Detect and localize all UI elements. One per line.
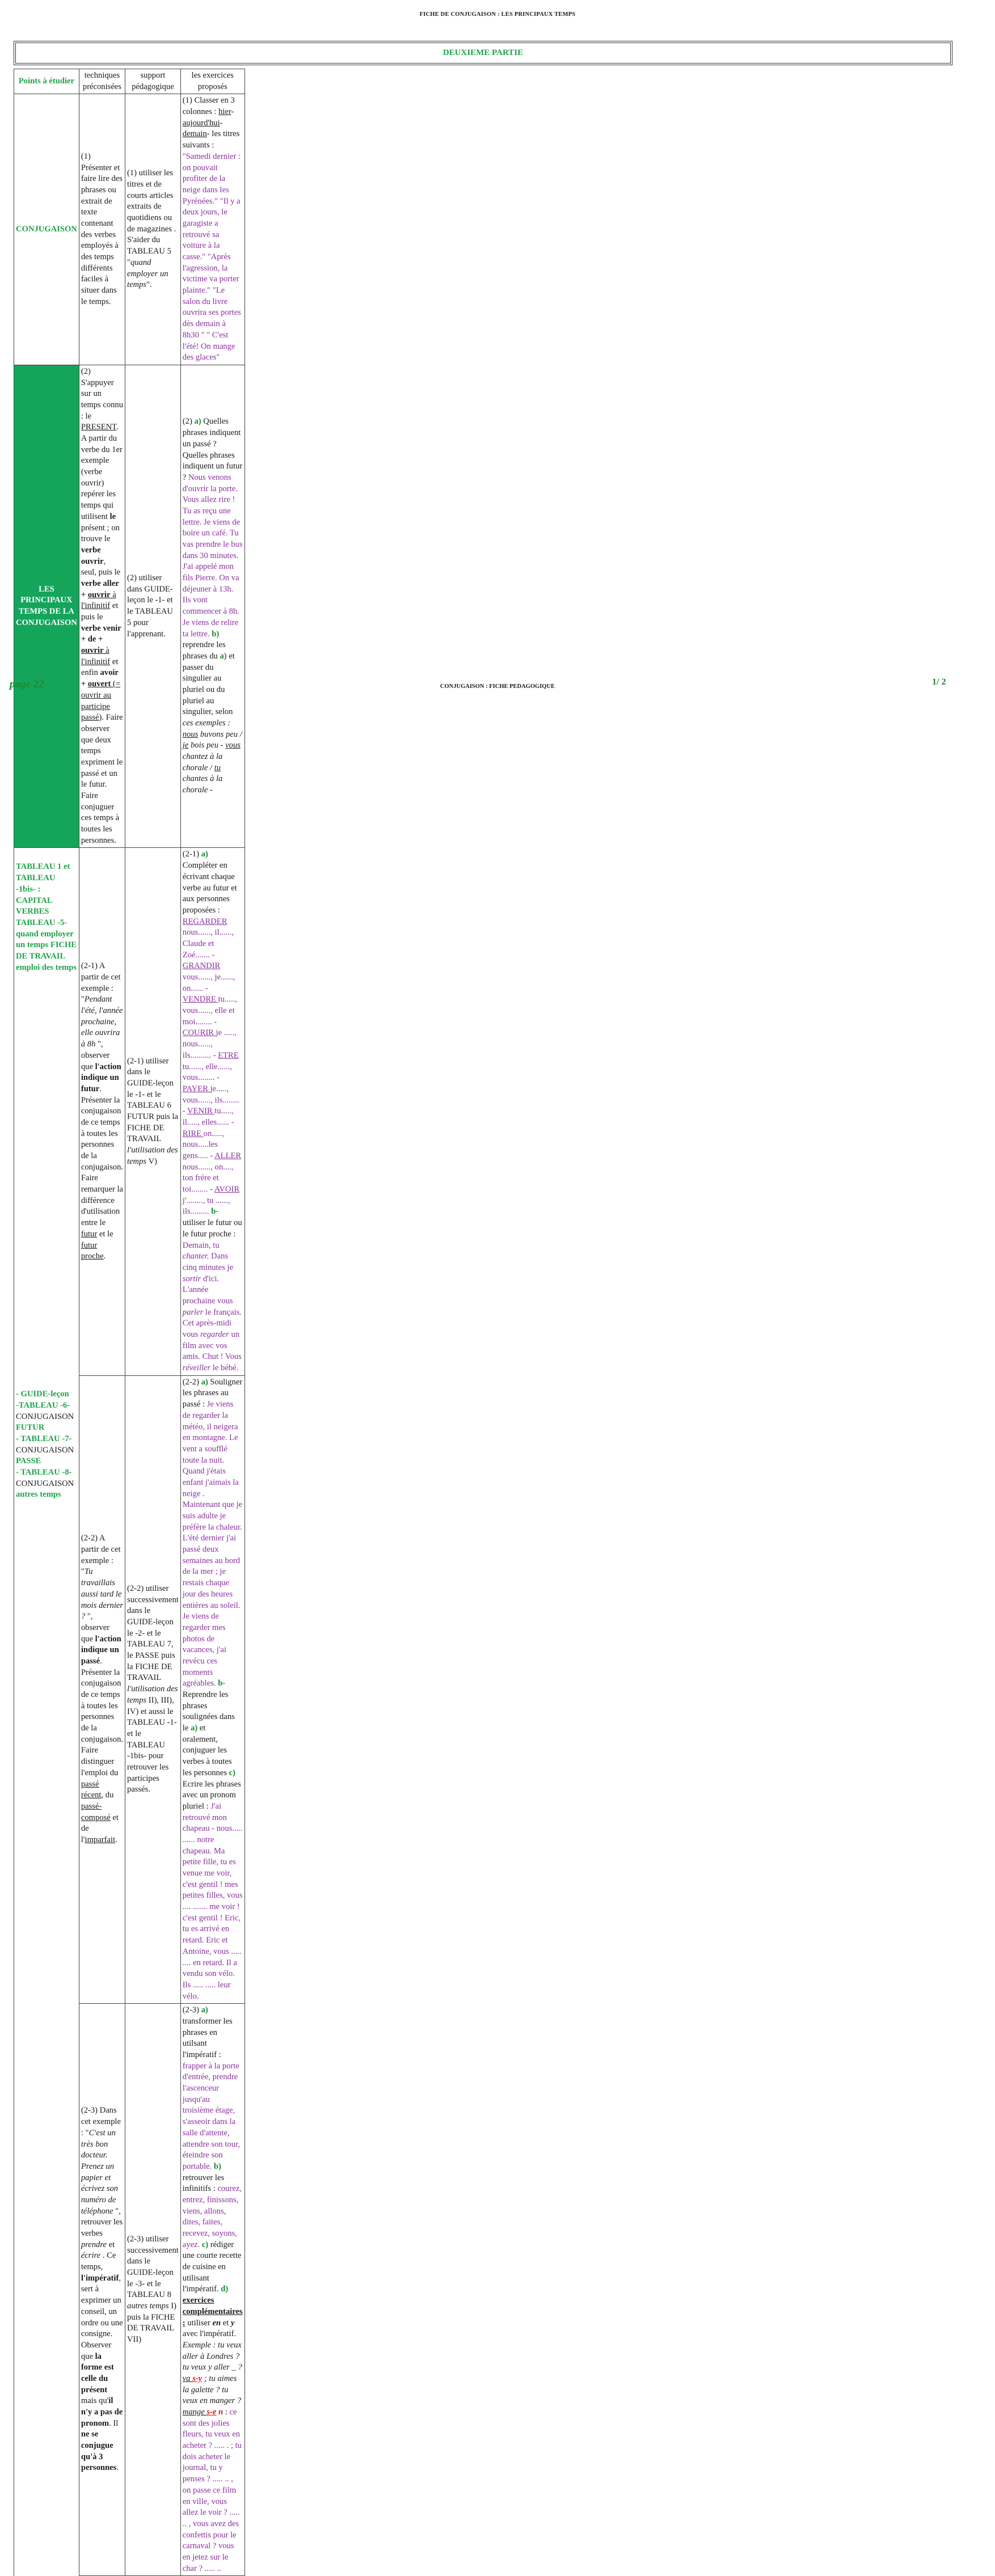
col-header-exercises: les exercices proposés [180, 69, 244, 94]
point-cell: - GUIDE-leçon -TABLEAU -6- CONJUGAISON FUTUR - TABLEAU -7- CONJUGAISON PASSE - TABLEAU -8- CONJUGAISON autres temps [14, 1375, 79, 2004]
support-cell: (1) utiliser les titres et de courts articles extraits de quotidiens ou de magazines . S'aider du TABLEAU 5 "quand employer un temps". [125, 94, 181, 365]
page-count: 1/ 2 [932, 677, 946, 687]
table-row [14, 2004, 245, 2576]
exercise-cell: (2) a) Quelles phrases indiquent un passé ? Quelles phrases indiquent un futur ? Nous venons d'ouvrir la porte. Vous allez rire ! Tu as reçu une lettre. Je viens de boire un café. Tu vas prendre le bus dans 30 minutes. J'ai appelé mon fils Pierre. On va déjeuner à 13h. Ils vont commencer à 8h. Je viens de relire ta lettre. b) reprendre les phrases du a) et passer du singulier au pluriel ou du pluriel au singulier, selon ces exemples : nous buvons peu / je bois peu - vous chantez à la chorale / tu chantes à la chorale - [180, 365, 244, 848]
support-cell: (2-2) utiliser successivement dans le GUIDE-leçon le -2- et le TABLEAU 7, le PASSE puis la FICHE DE TRAVAIL l'utilisation des temps II), III), IV) et aussi le TABLEAU -1- et le TABLEAU -1bis- pour retrouver les participes passés. [125, 1375, 181, 2004]
point-cell: CONJUGAISON [14, 94, 79, 365]
exercise-cell: (2-1) a) Compléter en écrivant chaque verbe au futur et aux personnes proposées : REGARDER nous......, il......, Claude et Zoé....... - GRANDIR vous......, je......, on...... - VENDRE tu....., vous......, elle et moi........ - COURIR je ....., nous......, ils.......... - ETRE tu......, elle......, vous........ - PAYER je....., vous......, ils........ - VENIR tu....., il....., elles...... - RIRE on....., nous.....les gens..... - ALLER nous......, on...., ton frère et toi........ - AVOIR j'........, tu ......, ils......... b- utiliser le futur ou le futur proche : Demain, tu chanter. Dans cinq minutes je sortir d'ici. L'année prochaine vous parler le français. Cet après-midi vous regarder un film avec vos amis. Chut ! Vous réveiller le bébé. [180, 848, 244, 1375]
technique-cell: (2-3) Dans cet exemple : "C'est un très bon docteur. Prenez un papier et écrivez son numéro de téléphone ", retrouver les verbes prendre et écrire . Ce temps, l'impératif, sert à exprimer un conseil, un ordre ou une consigne. Observer que la forme est celle du présent mais qu'il n'y a pas de pronom. Il ne se conjugue qu'à 3 personnes. [79, 2004, 125, 2576]
footer-title: CONJUGAISON : FICHE PEDAGOGIQUE [440, 683, 555, 690]
conjugation-table [14, 69, 245, 2576]
table-row [14, 365, 245, 848]
technique-cell: (2) S'appuyer sur un temps connu : le PRESENT. A partir du verbe du 1er exemple (verbe ouvrir) repérer les temps qui utilisent le présent ; on trouve le verbe ouvrir, seul, puis le verbe aller + ouvrir à l'infinitif et puis le verbe venir + de + ouvrir à l'infinitif et enfin avoir + ouvert (= ouvrir au participe passé). Faire observer que deux temps expriment le passé et un le futur. Faire conjuguer ces temps à toutes les personnes. [79, 365, 125, 848]
point-cell: LES PRINCIPAUX TEMPS DE LA CONJUGAISON [14, 365, 79, 848]
col-header-support: support pédagogique [125, 69, 181, 94]
exercise-cell: (2-3) a) transformer les phrases en utilsant l'impératif : frapper à la porte d'entrée, prendre l'ascenceur jusqu'au troisième étage, s'asseoir dans la salle d'attente, attendre son tour, éteindre son portable. b) retrouver les infinitifs : courez, entrez, finissons, viens, allons, dites, faites, recevez, soyons, ayez. c) rédiger une courte recette de cuisine en utilisant l'impératif. d) exercices complémentaires : utiliser en et y avec l'impératif. Exemple : tu veux aller à Londres ? tu veux y aller _ ? va s-y ; tu aimes la galette ? tu veux en manger ? mange s-e n : ce sont des jolies fleurs, tu veux en acheter ? ..... . ; tu dois acheter le journal, tu y penses ? ..... .. , on passe ce film en ville, vous allez le voir ? ..... .. , vous avez des confettis pour le carnaval ? vous en jetez sur le char ? ..... .. [180, 2004, 244, 2576]
support-cell: (2-3) utiliser successivement dans le GUIDE-leçon le -3- et le TABLEAU 8 autres temps I) puis la FICHE DE TRAVAIL VII) [125, 2004, 181, 2576]
support-cell: (2) utiliser dans GUIDE-leçon le -1- et le TABLEAU 5 pour l'apprenant. [125, 365, 181, 848]
exercise-cell: (1) Classer en 3 colonnes : hier- aujourd'hui- demain- les titres suivants : "Samedi dernier : on pouvait profiter de la neige dans les Pyrénées." "Il y a deux jours, le garagiste a retrouvé sa voiture à la casse." "Après l'agression, la victime va porter plainte." "Le salon du livre ouvrira ses portes dès demain à 8h30 " " C'est l'été! On mange des glaces" [180, 94, 244, 365]
col-header-points: Points à étudier [14, 69, 79, 94]
point-cell: TABLEAU 1 et TABLEAU -1bis- : CAPITAL VERBES TABLEAU -5- quand employer un temps FICHE DE TRAVAIL emploi des temps [14, 848, 79, 1375]
technique-cell: (2-1) A partir de cet exemple : "Pendant l'été, l'année prochaine, elle ouvrira à 8h ", observer que l'action indique un futur. Présenter la conjugaison de ce temps à toutes les personnes de la conjugaison. Faire remarquer la différence d'utilisation entre le futur et le futur proche. [79, 848, 125, 1375]
exercise-cell: (2-2) a) Souligner les phrases au passé : Je viens de regarder la météo, il neigera en montagne. Le vent a soufflé toute la nuit. Quand j'étais enfant j'aimais la neige . Maintenant que je suis adulte je préfère la chaleur. L'été dernier j'ai passé deux semaines au bord de la mer ; je restais chaque jour des heures entières au soleil. Je viens de regarder mes photos de vacances, j'ai revécu ces moments agréables. b- Reprendre les phrases soulignées dans le a) et oralement, conjuguer les verbes à toutes les personnes c) Ecrire les phrases avec un pronom pluriel : J'ai retrouvé mon chapeau - nous..... ...... notre chapeau. Ma petite fille, tu es venue me voir, c'est gentil ! mes petites filles, vous .... ....... me voir ! c'est gentil ! Eric, tu es arrivé en retard. Eric et Antoine, vous ..... .... en retard. Il a vendu son vélo. Ils ..... ..... leur vélo. [180, 1375, 244, 2004]
point-cell [14, 2004, 79, 2576]
col-header-techniques: techniques préconisées [79, 69, 125, 94]
section-banner: DEUXIEME PARTIE [14, 41, 952, 65]
technique-cell: (1) Présenter et faire lire des phrases ou extrait de texte contenant des verbes employés à des temps différents faciles à situer dans le temps. [79, 94, 125, 365]
header-row [14, 69, 245, 94]
header-title: FICHE DE CONJUGAISON : LES PRINCIPAUX TEMPS [419, 11, 576, 18]
table-row [14, 848, 245, 1375]
technique-cell: (2-2) A partir de cet exemple : "Tu travaillais aussi tard le mois dernier ? ", observer que l'action indique un passé. Présenter la conjugaison de ce temps à toutes les personnes de la conjugaison. Faire distinguer l'emploi du passé récent, du passé- composé et de l'imparfait. [79, 1375, 125, 2004]
page-number: page 22 [10, 678, 44, 690]
table-row [14, 94, 245, 365]
table-row [14, 1375, 245, 2004]
support-cell: (2-1) utiliser dans le GUIDE-leçon le -1- et le TABLEAU 6 FUTUR puis la FICHE DE TRAVAIL l'utilisation des temps V) [125, 848, 181, 1375]
